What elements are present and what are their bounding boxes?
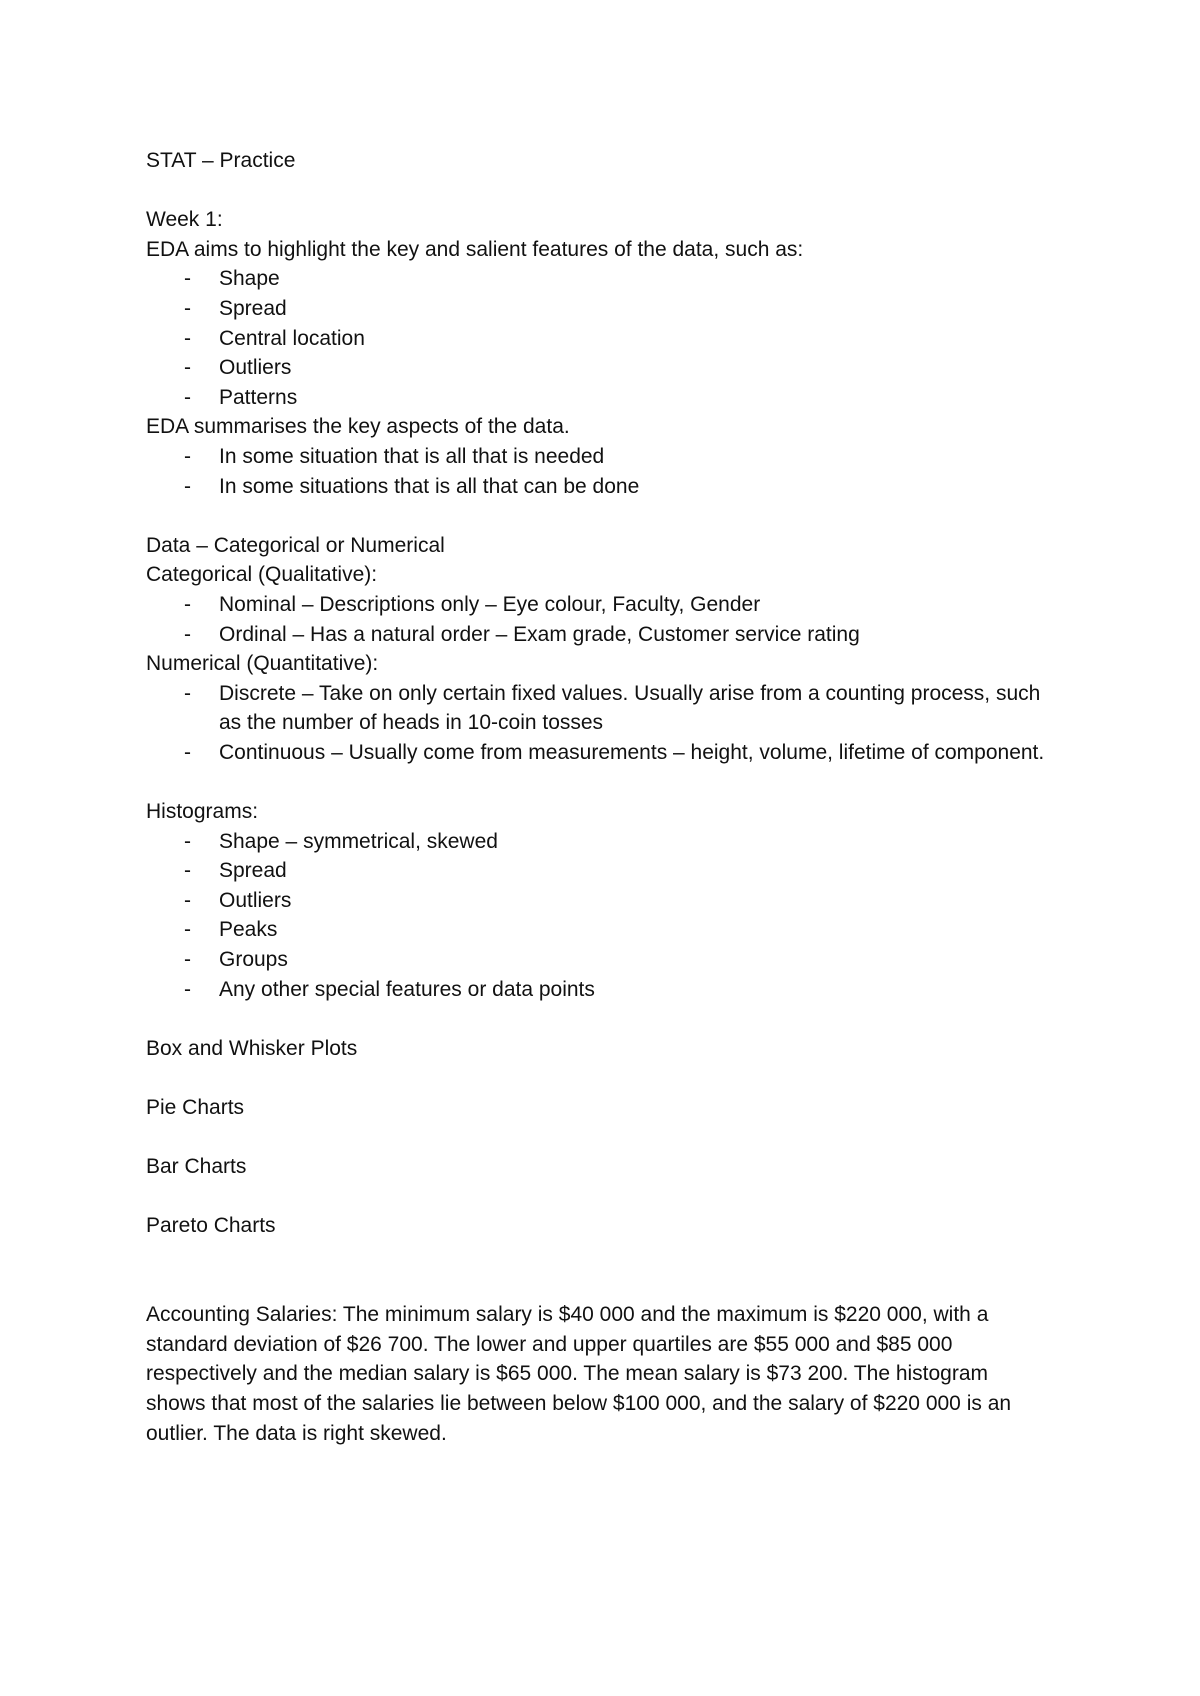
list-item-text: Discrete – Take on only certain fixed values. Usually arise from a counting process, such as the number of heads in 10-coin tosses — [219, 681, 1041, 735]
dash-bullet: - — [184, 681, 191, 705]
histogram-list — [146, 827, 1046, 1005]
salaries-paragraph: Accounting Salaries: The minimum salary is $40 000 and the maximum is $220 000, with a standard deviation of $26 700. The lower and upper quartiles are $55 000 and $85 000 respectively and the median salary is $65 000. The mean salary is $73 200. The histogram shows that most of the salaries lie between below $100 000, and the salary of $220 000 is an outlier. The data is right skewed. — [146, 1303, 1012, 1445]
list-item-text: Shape – symmetrical, skewed — [219, 829, 498, 853]
list-item-text: Any other special features or data points — [219, 977, 595, 1001]
list-item-text: Ordinal – Has a natural order – Exam grade, Customer service rating — [219, 622, 860, 646]
bar-charts-heading: Bar Charts — [146, 1155, 247, 1179]
box-whisker-heading: Box and Whisker Plots — [146, 1036, 358, 1060]
dash-bullet: - — [184, 829, 191, 853]
list-item — [146, 353, 1046, 383]
list-item — [146, 620, 1046, 650]
dash-bullet: - — [184, 622, 191, 646]
list-item — [146, 945, 1046, 975]
list-item-text: Nominal – Descriptions only – Eye colour, Faculty, Gender — [219, 592, 761, 616]
list-item — [146, 886, 1046, 916]
document-title: STAT – Practice — [146, 149, 296, 172]
dash-bullet: - — [184, 474, 191, 498]
spacer — [146, 1271, 1046, 1301]
list-item-text: Groups — [219, 948, 288, 972]
numerical-list — [146, 679, 1046, 768]
dash-bullet: - — [184, 948, 191, 972]
spacer — [146, 1123, 1046, 1153]
list-item-text: Continuous – Usually come from measurements – height, volume, lifetime of component. — [219, 740, 1045, 764]
week-heading: Week 1: — [146, 208, 223, 232]
eda-features-list — [146, 264, 1046, 412]
list-item-text: Outliers — [219, 888, 292, 912]
dash-bullet: - — [184, 444, 191, 468]
list-item — [146, 383, 1046, 413]
list-item — [146, 324, 1046, 354]
list-item-text: In some situations that is all that can be done — [219, 474, 640, 498]
numerical-heading: Numerical (Quantitative): — [146, 652, 379, 676]
spacer — [146, 176, 1046, 206]
list-item-text: In some situation that is all that is needed — [219, 444, 605, 468]
list-item — [146, 679, 1046, 738]
pareto-charts-heading: Pareto Charts — [146, 1214, 276, 1238]
spacer — [146, 767, 1046, 797]
spacer — [146, 1063, 1046, 1093]
list-item — [146, 264, 1046, 294]
dash-bullet: - — [184, 740, 191, 764]
spacer — [146, 1241, 1046, 1271]
pie-charts-heading: Pie Charts — [146, 1096, 245, 1119]
dash-bullet: - — [184, 385, 191, 409]
dash-bullet: - — [184, 356, 191, 380]
dash-bullet: - — [184, 918, 191, 942]
eda-summary-list — [146, 442, 1046, 501]
dash-bullet: - — [184, 267, 191, 291]
list-item-text: Shape — [219, 267, 280, 291]
dash-bullet: - — [184, 592, 191, 616]
list-item — [146, 738, 1046, 768]
dash-bullet: - — [184, 977, 191, 1001]
list-item — [146, 472, 1046, 502]
list-item-text: Outliers — [219, 356, 292, 380]
categorical-heading: Categorical (Qualitative): — [146, 563, 378, 587]
categorical-list — [146, 590, 1046, 649]
list-item-text: Central location — [219, 326, 365, 350]
list-item-text: Spread — [219, 296, 287, 320]
spacer — [146, 1182, 1046, 1212]
histograms-heading: Histograms: — [146, 800, 259, 824]
list-item — [146, 975, 1046, 1005]
data-types-heading: Data – Categorical or Numerical — [146, 533, 445, 557]
list-item-text: Peaks — [219, 918, 278, 942]
list-item — [146, 294, 1046, 324]
list-item-text: Patterns — [219, 385, 298, 409]
document-page — [146, 146, 1046, 1448]
eda-intro: EDA aims to highlight the key and salient features of the data, such as: — [146, 237, 804, 261]
dash-bullet: - — [184, 859, 191, 883]
dash-bullet: - — [184, 888, 191, 912]
dash-bullet: - — [184, 326, 191, 350]
eda-summary: EDA summarises the key aspects of the data. — [146, 415, 570, 439]
spacer — [146, 501, 1046, 531]
list-item-text: Spread — [219, 859, 287, 883]
list-item — [146, 827, 1046, 857]
spacer — [146, 1004, 1046, 1034]
list-item — [146, 442, 1046, 472]
list-item — [146, 915, 1046, 945]
dash-bullet: - — [184, 296, 191, 320]
list-item — [146, 856, 1046, 886]
list-item — [146, 590, 1046, 620]
